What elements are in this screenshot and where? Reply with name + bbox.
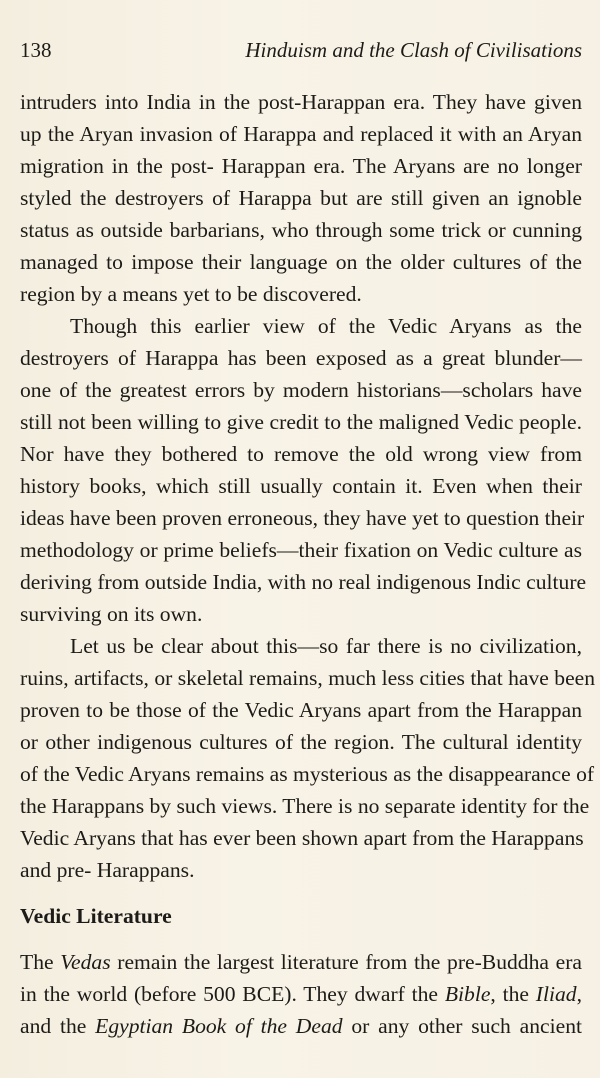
paragraph-2	[20, 310, 587, 630]
text-line: methodology or prime beliefs—their fixation on Vedic culture as	[20, 538, 582, 562]
text-run: The	[20, 950, 61, 974]
text-line: Vedic Aryans that has ever been shown apart from the Harappans	[20, 826, 584, 850]
text-line	[20, 1010, 582, 1042]
title-bible: Bible	[444, 982, 491, 1006]
text-line: Though this earlier view of the Vedic Aryans as the	[70, 314, 582, 338]
text-line: deriving from outside India, with no real indigenous Indic culture	[20, 570, 587, 594]
section-heading: Vedic Literature	[20, 904, 172, 928]
text-line: ruins, artifacts, or skeletal remains, much less cities that have been	[20, 666, 596, 690]
text-line: Let us be clear about this—so far there is no civilization,	[70, 634, 582, 658]
text-line: region by a means yet to be discovered.	[20, 282, 362, 306]
text-line: history books, which still usually contain it. Even when their	[20, 474, 582, 498]
text-line: ideas have been proven erroneous, they have yet to question their	[20, 506, 585, 530]
text-line: Nor have they bothered to remove the old wrong view from	[20, 442, 582, 466]
text-line	[20, 946, 582, 978]
text-run: ,	[576, 982, 582, 1006]
body-text	[20, 86, 596, 1042]
text-line: and pre- Harappans.	[20, 858, 195, 882]
paragraph-4	[20, 946, 582, 1042]
running-title: Hinduism and the Clash of Civilisations	[245, 38, 582, 62]
text-line: still not been willing to give credit to the maligned Vedic people.	[20, 410, 582, 434]
text-line: one of the greatest errors by modern historians—scholars have	[20, 378, 582, 402]
paragraph-1	[20, 86, 582, 310]
text-line	[20, 978, 582, 1010]
title-vedas: Vedas	[60, 950, 111, 974]
text-run: remain the largest literature from the pre-Buddha era	[110, 950, 582, 974]
text-run: , the	[490, 982, 536, 1006]
text-run: or any other such ancient	[342, 1014, 582, 1038]
page-number: 138	[20, 38, 52, 62]
text-line: of the Vedic Aryans remains as mysterious as the disappearance of	[20, 762, 595, 786]
text-line: proven to be those of the Vedic Aryans apart from the Harappan	[20, 698, 582, 722]
text-line: status as outside barbarians, who through some trick or cunning	[20, 218, 582, 242]
text-line: migration in the post- Harappan era. The Aryans are no longer	[20, 154, 582, 178]
text-run: and the	[20, 1014, 96, 1038]
text-line: or other indigenous cultures of the region. The cultural identity	[20, 730, 582, 754]
text-line: styled the destroyers of Harappa but are still given an ignoble	[20, 186, 582, 210]
title-book-of-the-dead: Egyptian Book of the Dead	[95, 1014, 343, 1038]
text-line: destroyers of Harappa has been exposed as a great blunder—	[20, 346, 582, 370]
page-header	[20, 38, 582, 66]
title-iliad: Iliad	[535, 982, 577, 1006]
text-line: up the Aryan invasion of Harappa and replaced it with an Aryan	[20, 122, 582, 146]
paragraph-3	[20, 630, 596, 886]
text-line: intruders into India in the post-Harappan era. They have given	[20, 90, 582, 114]
text-run: in the world (before 500 BCE). They dwarf the	[20, 982, 445, 1006]
text-line: surviving on its own.	[20, 602, 203, 626]
text-line: the Harappans by such views. There is no separate identity for the	[20, 794, 590, 818]
text-line: managed to impose their language on the older cultures of the	[20, 250, 582, 274]
